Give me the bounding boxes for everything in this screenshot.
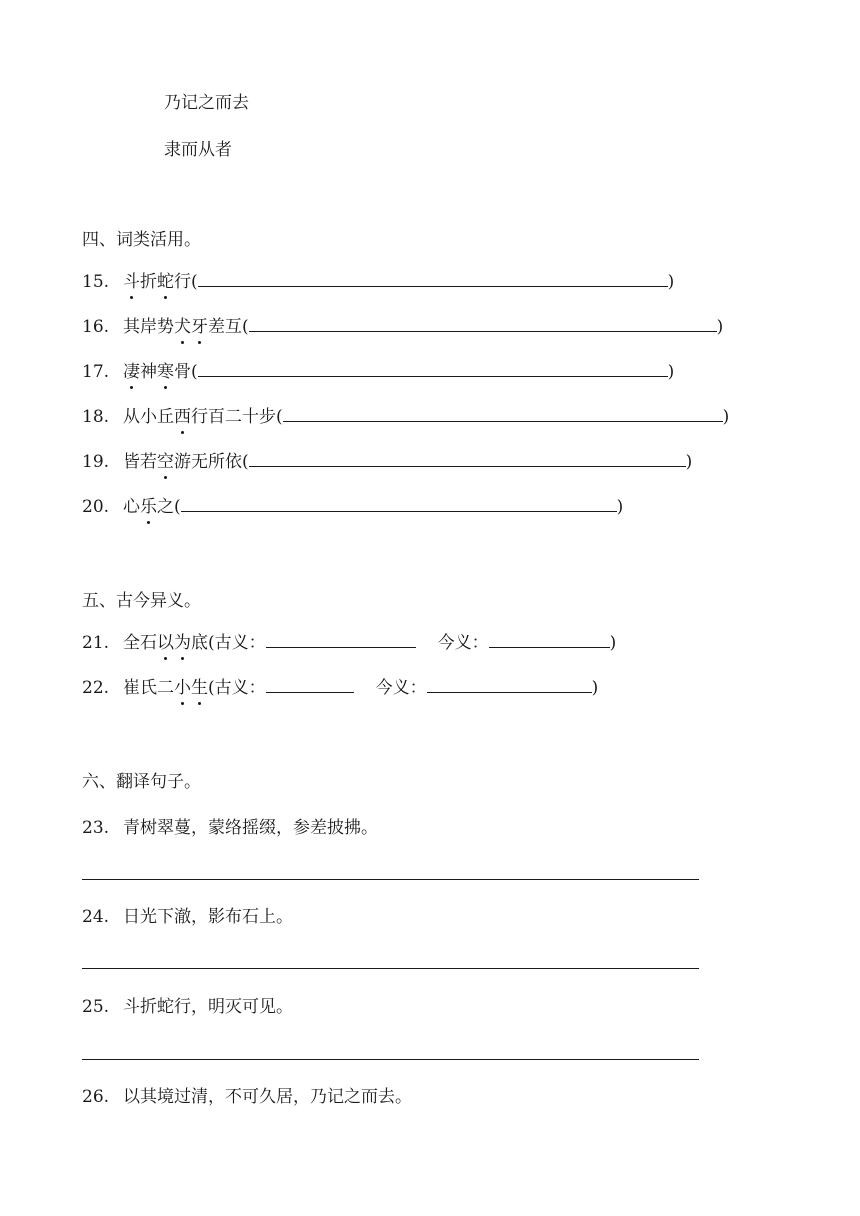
question-text: 骨( [174,362,198,382]
question-23 [82,816,378,840]
ancient-meaning-blank[interactable] [266,631,416,648]
question-24 [82,905,293,929]
question-text: 其岸势 [123,317,174,337]
question-text: 以其境过清，不可久居，乃记之而去。 [123,1087,412,1107]
quote-line-2: 隶而从者 [164,140,232,160]
question-text: 心 [123,497,140,517]
close-paren: ) [667,272,675,292]
close-paren: ) [685,452,693,472]
question-number: 16. [82,317,110,337]
dotted-char: 凄 [123,362,140,382]
question-text: 之( [157,497,181,517]
question-text: 神 [140,362,157,382]
question-text: 底(古义： [191,633,266,653]
dotted-char: 西 [174,407,191,427]
question-number: 17. [82,362,110,382]
section-5-heading: 五、古今异义。 [82,591,201,611]
question-text: 皆若 [123,452,157,472]
dotted-char: 以 [157,633,174,653]
question-21 [82,631,616,655]
close-paren: ) [667,362,675,382]
close-paren: ) [722,407,730,427]
question-22 [82,676,598,700]
question-text: 行百二十步( [191,407,283,427]
modern-meaning-label: 今义： [375,678,427,698]
dotted-char: 犬 [174,317,191,337]
modern-meaning-blank[interactable] [427,676,592,693]
question-number: 23. [82,818,110,838]
modern-meaning-label: 今义： [437,633,489,653]
dotted-char: 空 [157,452,174,472]
question-number: 22. [82,678,110,698]
question-18 [82,405,729,429]
section-6-heading: 六、翻译句子。 [82,772,201,792]
question-20 [82,495,623,519]
question-text: 游无所依( [174,452,249,472]
answer-blank[interactable] [181,495,617,512]
dotted-char: 生 [191,678,208,698]
close-paren: ) [609,633,617,653]
question-number: 20. [82,497,110,517]
question-number: 24. [82,907,110,927]
question-number: 25. [82,997,110,1017]
dotted-char: 牙 [191,317,208,337]
question-text: 全石 [123,633,157,653]
question-text: 差互( [208,317,249,337]
quote-line-1: 乃记之而去 [164,93,249,113]
question-text: 行( [174,272,198,292]
question-25 [82,995,293,1019]
dotted-char: 斗 [123,272,140,292]
question-text: 崔氏二 [123,678,174,698]
answer-blank[interactable] [198,270,668,287]
question-text: 折 [140,272,157,292]
dotted-char: 为 [174,633,191,653]
answer-blank[interactable] [249,450,686,467]
question-number: 21. [82,633,110,653]
modern-meaning-blank[interactable] [489,631,610,648]
close-paren: ) [591,678,599,698]
section-4-heading: 四、词类活用。 [82,230,201,250]
question-number: 18. [82,407,110,427]
dotted-char: 寒 [157,362,174,382]
question-26 [82,1085,412,1109]
question-text: 青树翠蔓，蒙络摇缀，参差披拂。 [123,818,378,838]
answer-line[interactable] [82,879,699,880]
close-paren: ) [716,317,724,337]
dotted-char: 蛇 [157,272,174,292]
close-paren: ) [616,497,624,517]
question-number: 19. [82,452,110,472]
answer-blank[interactable] [249,315,717,332]
question-text: 从小丘 [123,407,174,427]
ancient-meaning-blank[interactable] [266,676,354,693]
dotted-char: 乐 [140,497,157,517]
question-15 [82,270,674,294]
dotted-char: 小 [174,678,191,698]
question-text: (古义： [208,678,266,698]
question-text: 斗折蛇行，明灭可见。 [123,997,293,1017]
question-number: 15. [82,272,110,292]
answer-line[interactable] [82,1059,699,1060]
question-text: 日光下澈，影布石上。 [123,907,293,927]
answer-blank[interactable] [283,405,723,422]
answer-blank[interactable] [198,360,668,377]
question-17 [82,360,674,384]
question-16 [82,315,723,339]
question-19 [82,450,692,474]
answer-line[interactable] [82,968,699,969]
question-number: 26. [82,1087,110,1107]
